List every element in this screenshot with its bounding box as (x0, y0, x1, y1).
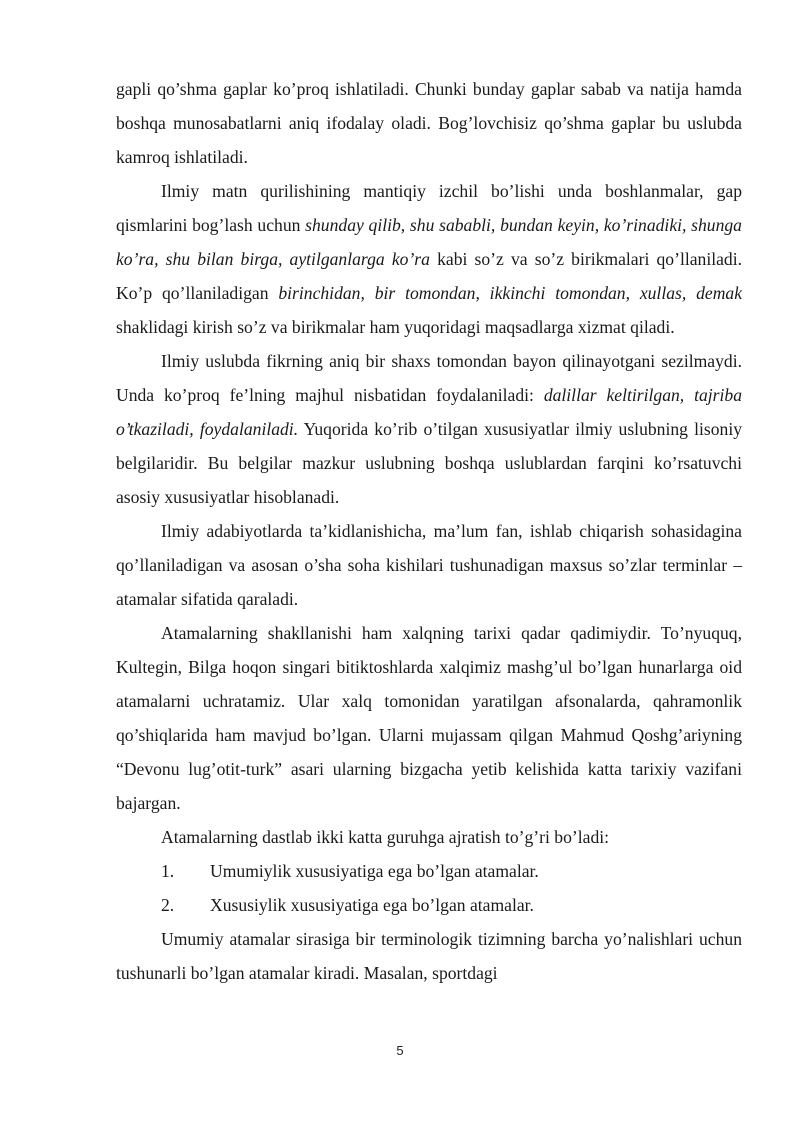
list-item-text: Xususiylik xususiyatiga ega bo’lgan atamalar. (210, 895, 534, 915)
text-run: kabi so’z va so’z birikmalari qo’llaniladi. Ko’p qo’llaniladigan (116, 249, 742, 303)
paragraph (116, 174, 742, 344)
text-run: Ilmiy adabiyotlarda ta’kidlanishicha, ma’lum fan, ishlab chiqarish sohasidagina qo’llaniladigan va asosan o’sha soha kishilari tushunadigan maxsus so’zlar terminlar – atamalar sifatida qaraladi. (116, 521, 742, 609)
text-run: gapli qo’shma gaplar ko’proq ishlatiladi. Chunki bunday gaplar sabab va natija hamda boshqa munosabatlarni aniq ifodalay oladi. Bog’lovchisiz qo’shma gaplar bu uslubda kamroq ishlatiladi. (116, 79, 742, 167)
text-run: Ilmiy uslubda fikrning aniq bir shaxs tomondan bayon qilinayotgani sezilmaydi. Unda ko’proq fe’lning majhul nisbatidan foydalaniladi: (116, 351, 742, 405)
italic-text: shunday qilib, shu sababli, bundan keyin, ko’rinadiki, shunga ko’ra, shu bilan birga, aytilganlarga ko’ra (116, 215, 742, 269)
italic-text: birinchidan, bir tomondan, ikkinchi tomondan, xullas, demak (278, 283, 743, 303)
list-item-number: 2. (161, 895, 175, 915)
italic-text: dalillar keltirilgan, tajriba o’tkaziladi, foydalaniladi. (116, 385, 742, 439)
paragraph (116, 820, 742, 854)
text-run: shaklidagi kirish so’z va birikmalar ham yuqoridagi maqsadlarga xizmat qiladi. (116, 317, 675, 337)
final-paragraph: Umumiy atamalar sirasiga bir terminologik tizimning barcha yo’nalishlari uchun tushunarli bo’lgan atamalar kiradi. Masalan, sportdagi (116, 929, 742, 983)
list-item-text: Umumiylik xususiyatiga ega bo’lgan atamalar. (210, 861, 539, 881)
document-page (116, 72, 742, 990)
text-run: Yuqorida ko’rib o’tilgan xususiyatlar ilmiy uslubning lisoniy belgilaridir. Bu belgilar mazkur uslubning boshqa uslublardan farqini ko’rsatuvchi asosiy xususiyatlar hisoblanadi. (116, 419, 743, 507)
paragraph (116, 616, 742, 820)
list-item (116, 854, 742, 888)
text-run: Atamalarning dastlab ikki katta guruhga ajratish to’g’ri bo’ladi: (161, 827, 610, 847)
paragraph (116, 514, 742, 616)
numbered-list (116, 854, 742, 922)
list-item-number: 1. (161, 861, 175, 881)
paragraph (116, 344, 742, 514)
page-number: 5 (396, 1043, 404, 1058)
paragraph (116, 72, 742, 174)
text-run: Atamalarning shakllanishi ham xalqning tarixi qadar qadimiydir. To’nyuquq, Kultegin, Bilga hoqon singari bitiktoshlarda xalqimiz mashg’ul bo’lgan hunarlarga oid atamalarni uchratamiz. Ular xalq tomonidan yaratilgan afsonalarda, qahramonlik qo’shiqlarida ham mavjud bo’lgan. Ularni mujassam qilgan Mahmud Qoshg’ariyning “Devonu lug’otit-turk” asari ularning bizgacha yetib kelishida katta tarixiy vazifani bajargan. (116, 623, 742, 813)
list-item (116, 888, 742, 922)
body-text (116, 72, 742, 854)
text-run: Ilmiy matn qurilishining mantiqiy izchil bo’lishi unda boshlanmalar, gap qismlarini bog’lash uchun (116, 181, 742, 235)
